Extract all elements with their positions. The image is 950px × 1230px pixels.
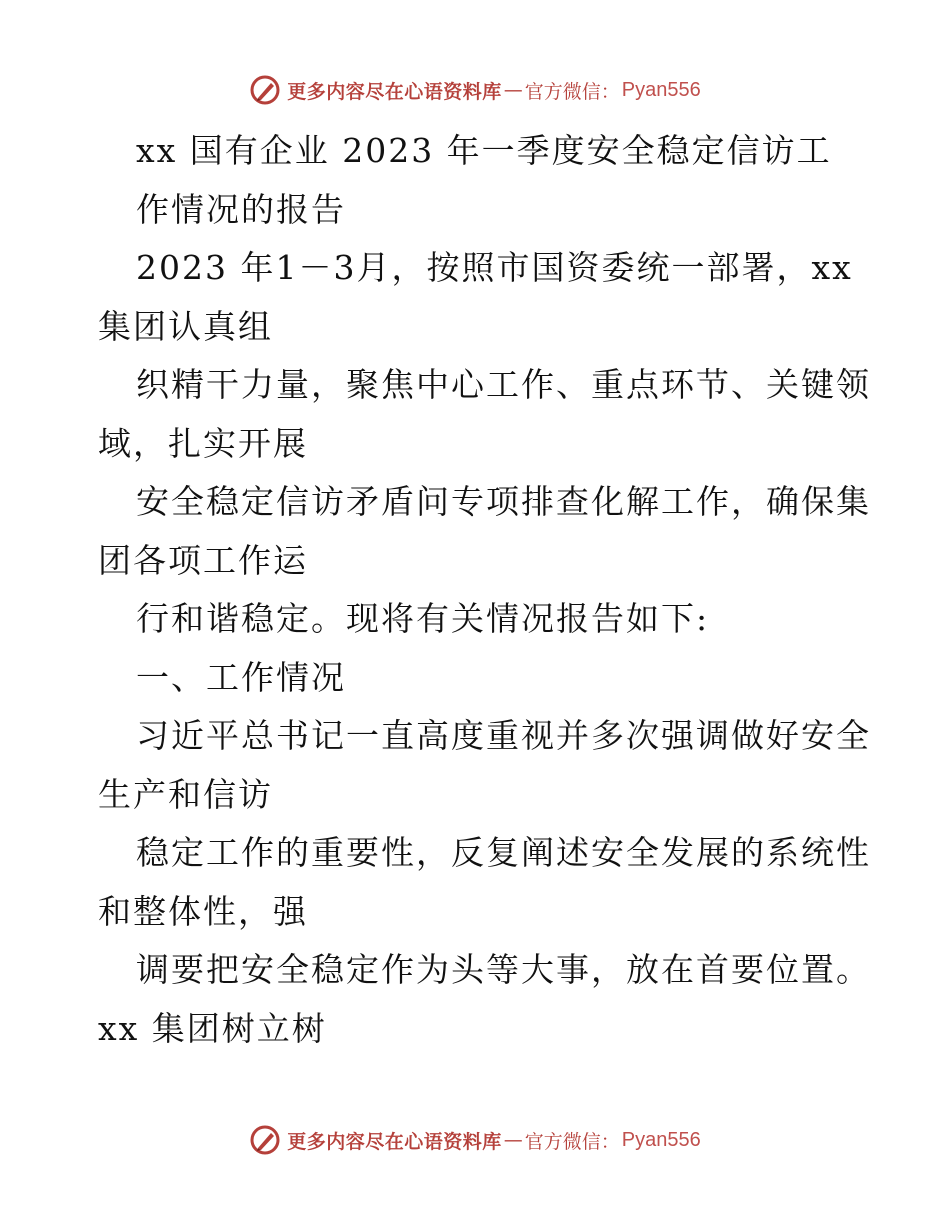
watermark-text: 更多内容尽在心语资料库 — [287, 1130, 502, 1153]
document-body — [98, 122, 871, 1058]
title-line-2: 作情况的报告 — [136, 189, 346, 229]
text-line: xx 集团树立树 — [98, 1008, 327, 1048]
text-line: 调要把安全稳定作为头等大事，放在首要位置。 — [136, 950, 871, 989]
watermark-wechat-label: 官方微信： — [524, 1130, 620, 1153]
watermark-footer — [0, 1120, 950, 1160]
text-line: 集团认真组 — [98, 306, 273, 346]
text-line: 行和谐稳定。现将有关情况报告如下: — [136, 599, 710, 638]
watermark-text: 更多内容尽在心语资料库 — [287, 80, 502, 103]
title-line-1: xx 国有企业 2023 年一季度安全稳定信访工 — [136, 131, 832, 170]
text-line: 2023 年1－3月，按照市国资委统一部署，xx — [136, 248, 853, 287]
watermark-wechat-id: Pyan556 — [621, 78, 701, 101]
watermark-header — [0, 70, 950, 110]
text-line: 习近平总书记一直高度重视并多次强调做好安全 — [136, 716, 871, 755]
watermark-wechat-id: Pyan556 — [621, 1128, 701, 1151]
text-line: 生产和信访 — [98, 774, 273, 814]
text-line: 域，扎实开展 — [98, 423, 308, 463]
pen-logo-icon — [249, 74, 281, 106]
text-line: 团各项工作运 — [98, 540, 308, 580]
watermark-dash: — — [503, 1129, 523, 1151]
text-line: 织精干力量，聚焦中心工作、重点环节、关键领 — [136, 365, 871, 404]
watermark-dash: — — [503, 79, 523, 101]
pen-logo-icon — [249, 1124, 281, 1156]
text-line: 安全稳定信访矛盾问专项排查化解工作，确保集 — [136, 482, 871, 521]
text-line: 和整体性，强 — [98, 891, 308, 931]
text-line: 稳定工作的重要性，反复阐述安全发展的系统性 — [136, 833, 871, 872]
watermark-wechat-label: 官方微信： — [524, 80, 620, 103]
section-heading: 一、工作情况 — [136, 657, 346, 697]
